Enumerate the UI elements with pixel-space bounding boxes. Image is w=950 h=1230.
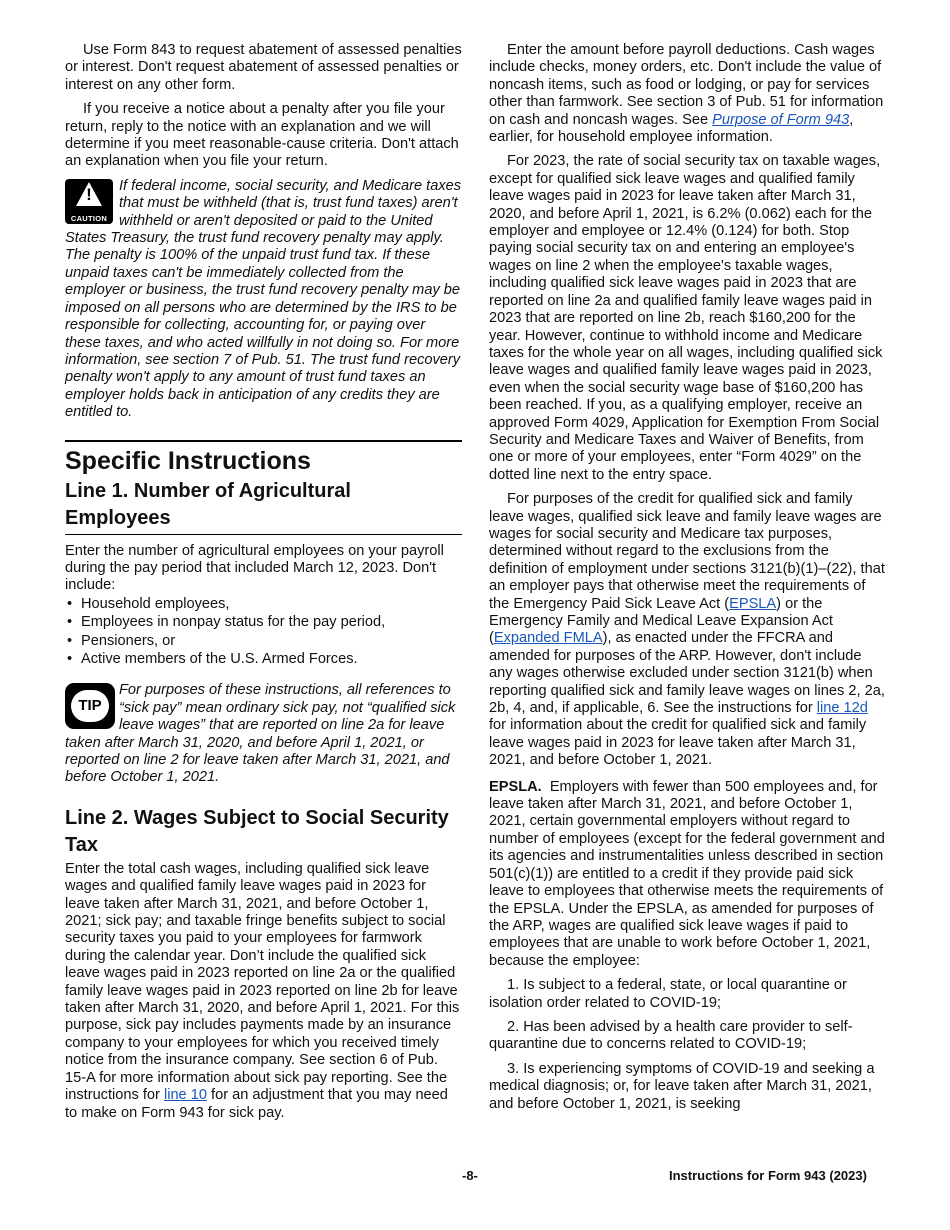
list-item: • Employees in nonpay status for the pay period, xyxy=(65,614,462,631)
expanded-fmla-link[interactable]: Expanded FMLA xyxy=(493,630,603,647)
caution-callout xyxy=(65,178,462,422)
list-item: • Household employees, xyxy=(65,596,462,613)
abatement-paragraph: Use Form 843 to request abatement of assessed penalties or interest. Don't request abatement of assessed penalties or interest on any other form. xyxy=(65,42,462,93)
cash-wages-paragraph: Enter the amount before payroll deductions. Cash wages include checks, money orders, etc. Don't include the value of noncash items, such as food or lodging, or pay for services other than farmwork. See section 3 of Pub. 51 for information on cash and noncash wages. See Purpose of Form 943, earlier, for household employee information. xyxy=(489,42,884,146)
tip-callout xyxy=(65,682,462,786)
list-item: 3. Is experiencing symptoms of COVID-19 and seeking a medical diagnosis; or, for leave taken after March 31, 2021, and before October 1, 2021, is seeking xyxy=(489,1060,875,1112)
tip-text: For purposes of these instructions, all references to “sick pay” mean ordinary sick pay, not “qualified sick leave wages” that are reported on line 2a for leave taken after March 31, 2020, and before April 1, 2021, or reported on line 2 for leave taken after March 31, 2021, and before October 1, 2021. xyxy=(65,682,456,786)
epsla-paragraph: EPSLA. Employers with fewer than 500 employees and, for leave taken after March 31, 2021, and before October 1, 2021, certain governmental employers without regard to number of employees (except for the federal government and its agencies and instrumentalities unless described in section 501(c)(1)) are entitled to a credit if they provide paid sick leave to employees that otherwise meets the requirements of the EPSLA. Under the EPSLA, as amended for purposes of the ARP, wages are qualified sick leave wages if paid to employees that are unable to work before October 1, 2021, because the employee: xyxy=(489,778,885,969)
form-name: Instructions for Form 943 (2023) xyxy=(669,1168,867,1183)
line2-heading: Line 2. Wages Subject to Social Security Tax xyxy=(65,806,449,856)
caution-text: If federal income, social security, and Medicare taxes that must be withheld (that is, trust fund taxes) aren't withheld or aren't deposited or paid to the United States Treasury, the trust fund recovery penalty may apply. The penalty is 100% of the unpaid trust fund tax. If these unpaid taxes can't be immediately collected from the employer or business, the trust fund recovery penalty may be imposed on all persons who are determined by the IRS to be responsible for collecting, accounting for, or paying over these taxes, and who acted willfully in not doing so. For more information, see section 7 of Pub. 51. The trust fund recovery penalty won't apply to any amount of trust fund taxes an employer holds back in anticipation of any credits they are entitled to. xyxy=(65,177,462,421)
line2-text: Enter the total cash wages, including qualified sick leave wages and qualified family leave wages paid in 2023 for leave taken after March 31, 2021, and before October 1, 2021; sick pay; and taxable fringe benefits subject to social security taxes you paid to your employees for farmwork during the calendar year. Don’t include the qualified sick leave wages paid in 2023 reported on line 2a or the qualified family leave wages paid in 2023 reported on line 2b for leave taken after March 31, 2020, and before April 1, 2021. For this purpose, sick pay includes payments made by an insurance company to your employees for which you received timely notice from the insurance company. See section 6 of Pub. 15-A for more information about sick pay reporting. See the instructions for line 10 for an adjustment that you may need to make on Form 943 for sick pay. xyxy=(65,860,460,1121)
section-divider xyxy=(65,440,462,442)
social-security-rate-paragraph: For 2023, the rate of social security tax on taxable wages, except for qualified sick leave wages and qualified family leave wages paid in 2023 for leave taken after March 31, 2020, and before April 1, 2021, is 6.2% (0.062) each for the employer and employee or 12.4% (0.124) for both. Stop paying social security tax on and entering an employee's wages on line 2 when the employee's taxable wages, including qualified sick leave wages paid in 2023 that are reported on line 2a and qualified family leave wages paid in 2023 that are reported on line 2b, reach $160,200 for the year. However, continue to withhold income and Medicare taxes for the whole year on all wages, including qualified sick leave wages and qualified family leave wages paid in 2023, even when the social security wage base of $160,200 has been reached. If you, as a qualifying employer, receive an approved Form 4029, Application for Exemption From Social Security and Medicare Taxes and Waiver of Benefits, from one or more of your employees, enter “Form 4029” on the dotted line next to the entry space. xyxy=(489,153,883,483)
left-column xyxy=(65,42,462,1129)
specific-instructions-heading: Specific Instructions xyxy=(65,446,311,475)
credit-purposes-paragraph: For purposes of the credit for qualified sick and family leave wages, qualified sick leave and family leave wages are wages for social security and Medicare tax purposes, determined without regard to the exclusions from the definition of employment under sections 3121(b)(1)–(22), that an employer pays that otherwise meet the requirements of the Emergency Paid Sick Leave Act (EPSLA) or the Emergency Family and Medical Leave Expansion Act (Expanded FMLA), as enacted under the FFCRA and amended for purposes of the ARP. However, don't include any wages otherwise excluded under section 3121(b) when reporting qualified sick and family leave wages on lines 2, 2a, 2b, 4, and, if applicable, 6. See the instructions for line 12d for information about the credit for qualified sick and family leave wages paid in 2023 for leave taken after March 31, 2021, and before October 1, 2021. xyxy=(489,491,885,769)
caution-icon: ! CAUTION xyxy=(65,179,115,225)
right-column xyxy=(489,42,886,1120)
exclusion-list xyxy=(65,596,462,669)
line1-heading: Line 1. Number of Agricultural Employees xyxy=(65,478,462,535)
list-item: • Active members of the U.S. Armed Forces. xyxy=(65,651,462,668)
list-item: 1. Is subject to a federal, state, or local quarantine or isolation order related to COVID-19; xyxy=(489,977,847,1011)
line-10-link[interactable]: line 10 xyxy=(163,1087,207,1104)
tip-icon xyxy=(65,683,115,729)
caution-label: CAUTION xyxy=(70,213,108,223)
epsla-link[interactable]: EPSLA xyxy=(729,595,777,612)
line-12d-link[interactable]: line 12d xyxy=(816,700,868,717)
list-item: • Pensioners, or xyxy=(65,633,462,650)
purpose-of-form-943-link[interactable]: Purpose of Form 943 xyxy=(712,111,850,128)
list-item: 2. Has been advised by a health care provider to self-quarantine due to concerns related to COVID-19; xyxy=(489,1018,853,1053)
page-number: -8- xyxy=(462,1168,478,1183)
tip-label: TIP xyxy=(71,690,109,722)
epsla-label: EPSLA. xyxy=(489,778,542,795)
penalty-notice-paragraph: If you receive a notice about a penalty after you file your return, reply to the notice with an explanation and we will determine if you meet reasonable-cause criteria. Don't attach an explanation when you file your return. xyxy=(65,101,459,170)
line1-text: Enter the number of agricultural employees on your payroll during the pay period that included March 12, 2023. Don't include: xyxy=(65,542,444,594)
